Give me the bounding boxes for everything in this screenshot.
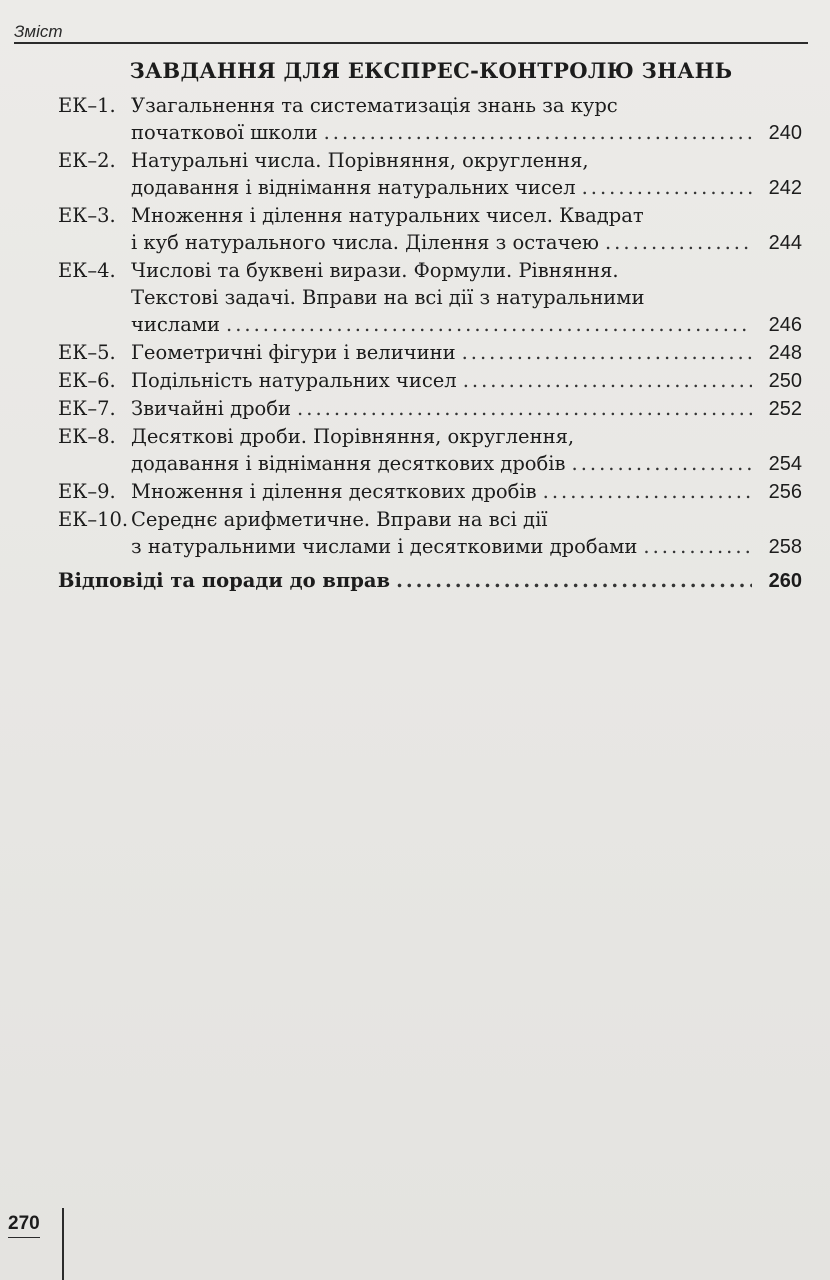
toc-entry[interactable] — [58, 202, 802, 257]
entry-text: Числові та буквені вирази. Формули. Рівняння. — [131, 259, 619, 282]
page-number: 270 — [8, 1213, 40, 1238]
entry-number: ЕК–7. — [58, 397, 116, 420]
entry-page: 252 — [768, 398, 802, 420]
entry-text: Звичайні дроби — [131, 397, 292, 420]
entry-text: Текстові задачі. Вправи на всі дії з натуральними — [131, 286, 645, 309]
toc-entry[interactable] — [58, 147, 802, 202]
entry-number: ЕК–6. — [58, 369, 116, 392]
entry-text: додавання і віднімання десяткових дробів — [131, 452, 566, 475]
toc-entry[interactable] — [58, 257, 802, 339]
entry-number: ЕК–8. — [58, 425, 116, 448]
entry-text: Середнє арифметичне. Вправи на всі дії — [131, 508, 548, 531]
entry-page: 242 — [768, 177, 802, 199]
entry-number: ЕК–10. — [58, 508, 129, 531]
toc-entry-answers[interactable] — [58, 567, 802, 595]
toc-entry[interactable] — [58, 339, 802, 367]
entry-text: Подільність натуральних чисел — [131, 369, 457, 392]
entry-text: Десяткові дроби. Порівняння, округлення, — [131, 425, 575, 448]
toc-entry[interactable] — [58, 367, 802, 395]
section-title: ЗАВДАННЯ ДЛЯ ЕКСПРЕС-КОНТРОЛЮ ЗНАНЬ — [129, 58, 733, 83]
entry-number: ЕК–3. — [58, 204, 116, 227]
toc-entry[interactable] — [58, 395, 802, 423]
table-of-contents — [58, 92, 802, 595]
dot-leader — [297, 395, 752, 422]
entry-text: початкової школи — [131, 121, 318, 144]
dot-leader — [572, 450, 753, 477]
dot-leader — [396, 567, 752, 594]
header-rule — [14, 42, 808, 44]
entry-text: додавання і віднімання натуральних чисел — [131, 176, 576, 199]
entry-number: ЕК–2. — [58, 149, 116, 172]
dot-leader — [605, 229, 752, 256]
entry-page: 248 — [768, 342, 802, 364]
entry-number: ЕК–9. — [58, 480, 116, 503]
entry-text: з натуральними числами і десятковими дробами — [131, 535, 638, 558]
entry-page: 240 — [768, 122, 802, 144]
entry-text: Множення і ділення натуральних чисел. Квадрат — [131, 204, 644, 227]
entry-text: і куб натурального числа. Ділення з остачею — [131, 231, 599, 254]
entry-text: Узагальнення та систематизація знань за курс — [131, 94, 618, 117]
entry-text: числами — [131, 313, 220, 336]
entry-page: 260 — [768, 570, 802, 592]
entry-number: ЕК–4. — [58, 259, 116, 282]
entry-text: Геометричні фігури і величини — [131, 341, 456, 364]
dot-leader — [643, 533, 752, 560]
dot-leader — [582, 174, 752, 201]
dot-leader — [543, 478, 752, 505]
toc-entry[interactable] — [58, 506, 802, 561]
toc-entry[interactable] — [58, 478, 802, 506]
dot-leader — [463, 367, 752, 394]
toc-entry[interactable] — [58, 92, 802, 147]
entry-page: 244 — [768, 232, 802, 254]
entry-text: Множення і ділення десяткових дробів — [131, 480, 537, 503]
entry-page: 258 — [768, 536, 802, 558]
entry-page: 250 — [768, 370, 802, 392]
running-head: Зміст — [14, 22, 63, 41]
dot-leader — [462, 339, 752, 366]
entry-text: Відповіді та поради до вправ — [58, 569, 391, 592]
dot-leader — [226, 311, 752, 338]
entry-number: ЕК–1. — [58, 94, 116, 117]
entry-number: ЕК–5. — [58, 341, 116, 364]
dot-leader — [324, 119, 752, 146]
entry-page: 246 — [768, 314, 802, 336]
entry-text: Натуральні числа. Порівняння, округлення, — [131, 149, 589, 172]
toc-entry[interactable] — [58, 423, 802, 478]
entry-page: 254 — [768, 453, 802, 475]
entry-page: 256 — [768, 481, 802, 503]
